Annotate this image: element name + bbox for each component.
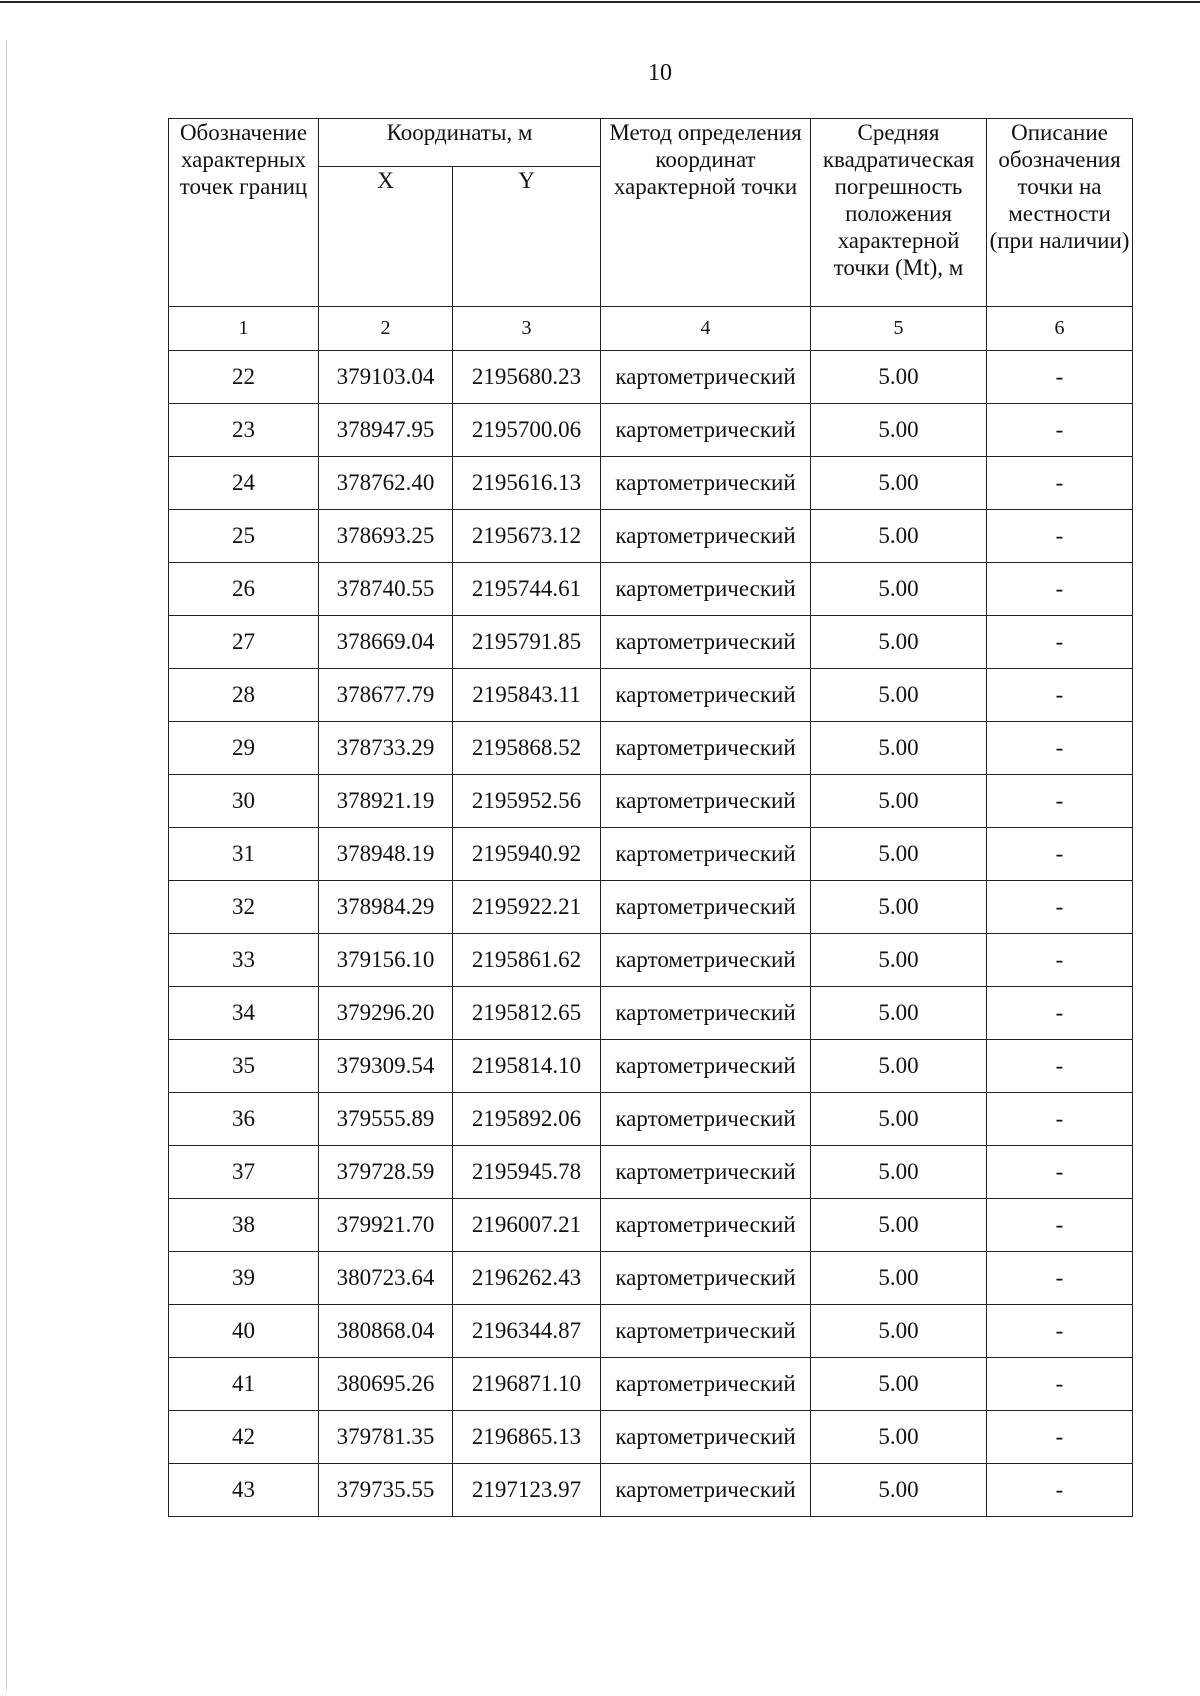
cell-x: 379735.55 xyxy=(319,1464,453,1517)
cell-point-number: 41 xyxy=(169,1358,319,1411)
table-row xyxy=(169,616,1133,669)
table-row xyxy=(169,987,1133,1040)
cell-y: 2195892.06 xyxy=(453,1093,601,1146)
cell-error: 5.00 xyxy=(811,1411,987,1464)
cell-x: 378733.29 xyxy=(319,722,453,775)
cell-y: 2195843.11 xyxy=(453,669,601,722)
cell-error: 5.00 xyxy=(811,1093,987,1146)
cell-description: - xyxy=(987,669,1133,722)
cell-point-number: 36 xyxy=(169,1093,319,1146)
cell-y: 2196007.21 xyxy=(453,1199,601,1252)
cell-error: 5.00 xyxy=(811,669,987,722)
cell-point-number: 32 xyxy=(169,881,319,934)
cell-x: 379728.59 xyxy=(319,1146,453,1199)
cell-x: 378948.19 xyxy=(319,828,453,881)
table-row xyxy=(169,881,1133,934)
cell-method: картометрический xyxy=(601,510,811,563)
cell-point-number: 26 xyxy=(169,563,319,616)
cell-description: - xyxy=(987,616,1133,669)
cell-y: 2195952.56 xyxy=(453,775,601,828)
cell-x: 378947.95 xyxy=(319,404,453,457)
table-row xyxy=(169,669,1133,722)
column-number: 1 xyxy=(169,307,319,351)
cell-x: 380723.64 xyxy=(319,1252,453,1305)
cell-method: картометрический xyxy=(601,1040,811,1093)
cell-description: - xyxy=(987,1146,1133,1199)
cell-x: 378740.55 xyxy=(319,563,453,616)
cell-y: 2196344.87 xyxy=(453,1305,601,1358)
column-numbers-row xyxy=(169,307,1133,351)
cell-method: картометрический xyxy=(601,881,811,934)
cell-description: - xyxy=(987,1252,1133,1305)
table-row xyxy=(169,722,1133,775)
cell-method: картометрический xyxy=(601,775,811,828)
cell-method: картометрический xyxy=(601,616,811,669)
header-method: Метод определения координат характерной точки xyxy=(601,119,811,307)
cell-point-number: 37 xyxy=(169,1146,319,1199)
cell-description: - xyxy=(987,510,1133,563)
cell-point-number: 40 xyxy=(169,1305,319,1358)
table-row xyxy=(169,563,1133,616)
cell-x: 378693.25 xyxy=(319,510,453,563)
header-mean-square-error: Средняя квадратическая погрешность положения характерной точки (Mt), м xyxy=(811,119,987,307)
cell-y: 2195812.65 xyxy=(453,987,601,1040)
cell-description: - xyxy=(987,1040,1133,1093)
table-body xyxy=(169,351,1133,1517)
cell-point-number: 23 xyxy=(169,404,319,457)
cell-x: 379921.70 xyxy=(319,1199,453,1252)
cell-y: 2196262.43 xyxy=(453,1252,601,1305)
header-row-1 xyxy=(169,119,1133,167)
table-row xyxy=(169,1040,1133,1093)
cell-x: 378921.19 xyxy=(319,775,453,828)
cell-x: 380695.26 xyxy=(319,1358,453,1411)
column-number: 3 xyxy=(453,307,601,351)
cell-method: картометрический xyxy=(601,351,811,404)
cell-description: - xyxy=(987,351,1133,404)
cell-point-number: 35 xyxy=(169,1040,319,1093)
cell-description: - xyxy=(987,775,1133,828)
cell-description: - xyxy=(987,1464,1133,1517)
cell-point-number: 31 xyxy=(169,828,319,881)
header-x: X xyxy=(319,167,453,307)
cell-description: - xyxy=(987,881,1133,934)
cell-x: 380868.04 xyxy=(319,1305,453,1358)
cell-y: 2197123.97 xyxy=(453,1464,601,1517)
cell-method: картометрический xyxy=(601,1199,811,1252)
header-point-designation: Обозначение характерных точек границ xyxy=(169,119,319,307)
column-number: 5 xyxy=(811,307,987,351)
cell-error: 5.00 xyxy=(811,404,987,457)
cell-method: картометрический xyxy=(601,987,811,1040)
cell-error: 5.00 xyxy=(811,828,987,881)
cell-x: 379296.20 xyxy=(319,987,453,1040)
table-row xyxy=(169,1146,1133,1199)
cell-point-number: 38 xyxy=(169,1199,319,1252)
cell-y: 2195861.62 xyxy=(453,934,601,987)
cell-point-number: 42 xyxy=(169,1411,319,1464)
cell-description: - xyxy=(987,1093,1133,1146)
cell-method: картометрический xyxy=(601,828,811,881)
boundary-points-table xyxy=(168,118,1133,1517)
header-coordinates: Координаты, м xyxy=(319,119,601,167)
column-number: 2 xyxy=(319,307,453,351)
cell-y: 2195814.10 xyxy=(453,1040,601,1093)
cell-method: картометрический xyxy=(601,1093,811,1146)
cell-y: 2195744.61 xyxy=(453,563,601,616)
cell-description: - xyxy=(987,722,1133,775)
cell-method: картометрический xyxy=(601,404,811,457)
cell-error: 5.00 xyxy=(811,351,987,404)
cell-point-number: 43 xyxy=(169,1464,319,1517)
table-row xyxy=(169,1464,1133,1517)
table-row xyxy=(169,457,1133,510)
cell-description: - xyxy=(987,404,1133,457)
cell-error: 5.00 xyxy=(811,1040,987,1093)
left-scan-edge xyxy=(6,40,7,1690)
cell-point-number: 24 xyxy=(169,457,319,510)
cell-x: 379781.35 xyxy=(319,1411,453,1464)
cell-x: 379103.04 xyxy=(319,351,453,404)
cell-x: 378677.79 xyxy=(319,669,453,722)
table-row xyxy=(169,1411,1133,1464)
cell-y: 2195940.92 xyxy=(453,828,601,881)
cell-error: 5.00 xyxy=(811,1358,987,1411)
cell-description: - xyxy=(987,1199,1133,1252)
cell-error: 5.00 xyxy=(811,563,987,616)
cell-point-number: 22 xyxy=(169,351,319,404)
table-row xyxy=(169,828,1133,881)
cell-error: 5.00 xyxy=(811,934,987,987)
cell-error: 5.00 xyxy=(811,510,987,563)
page-number: 10 xyxy=(648,60,672,86)
cell-description: - xyxy=(987,563,1133,616)
table-row xyxy=(169,404,1133,457)
cell-method: картометрический xyxy=(601,563,811,616)
cell-error: 5.00 xyxy=(811,722,987,775)
cell-error: 5.00 xyxy=(811,1199,987,1252)
cell-point-number: 30 xyxy=(169,775,319,828)
table-row xyxy=(169,775,1133,828)
cell-description: - xyxy=(987,457,1133,510)
cell-y: 2196865.13 xyxy=(453,1411,601,1464)
cell-y: 2195945.78 xyxy=(453,1146,601,1199)
cell-description: - xyxy=(987,987,1133,1040)
cell-point-number: 34 xyxy=(169,987,319,1040)
cell-error: 5.00 xyxy=(811,1252,987,1305)
cell-method: картометрический xyxy=(601,1358,811,1411)
column-number: 6 xyxy=(987,307,1133,351)
cell-y: 2195922.21 xyxy=(453,881,601,934)
cell-point-number: 25 xyxy=(169,510,319,563)
cell-y: 2195791.85 xyxy=(453,616,601,669)
cell-y: 2195616.13 xyxy=(453,457,601,510)
cell-error: 5.00 xyxy=(811,616,987,669)
cell-x: 379555.89 xyxy=(319,1093,453,1146)
cell-method: картометрический xyxy=(601,1146,811,1199)
cell-x: 378984.29 xyxy=(319,881,453,934)
cell-point-number: 29 xyxy=(169,722,319,775)
cell-error: 5.00 xyxy=(811,881,987,934)
table-row xyxy=(169,1199,1133,1252)
table-row xyxy=(169,351,1133,404)
cell-error: 5.00 xyxy=(811,987,987,1040)
cell-error: 5.00 xyxy=(811,457,987,510)
cell-method: картометрический xyxy=(601,1411,811,1464)
cell-description: - xyxy=(987,1358,1133,1411)
cell-method: картометрический xyxy=(601,669,811,722)
cell-method: картометрический xyxy=(601,1252,811,1305)
table-row xyxy=(169,1358,1133,1411)
table-row xyxy=(169,1252,1133,1305)
column-number: 4 xyxy=(601,307,811,351)
cell-description: - xyxy=(987,934,1133,987)
cell-method: картометрический xyxy=(601,1305,811,1358)
cell-x: 379156.10 xyxy=(319,934,453,987)
cell-method: картометрический xyxy=(601,722,811,775)
table-row xyxy=(169,934,1133,987)
table-row xyxy=(169,1093,1133,1146)
cell-y: 2196871.10 xyxy=(453,1358,601,1411)
cell-error: 5.00 xyxy=(811,1464,987,1517)
cell-y: 2195680.23 xyxy=(453,351,601,404)
cell-point-number: 39 xyxy=(169,1252,319,1305)
cell-description: - xyxy=(987,828,1133,881)
cell-x: 379309.54 xyxy=(319,1040,453,1093)
table-row xyxy=(169,1305,1133,1358)
cell-description: - xyxy=(987,1305,1133,1358)
cell-method: картометрический xyxy=(601,457,811,510)
cell-error: 5.00 xyxy=(811,1305,987,1358)
cell-description: - xyxy=(987,1411,1133,1464)
cell-error: 5.00 xyxy=(811,775,987,828)
top-border-line xyxy=(0,1,1200,3)
cell-x: 378762.40 xyxy=(319,457,453,510)
cell-x: 378669.04 xyxy=(319,616,453,669)
cell-error: 5.00 xyxy=(811,1146,987,1199)
cell-point-number: 33 xyxy=(169,934,319,987)
cell-y: 2195700.06 xyxy=(453,404,601,457)
cell-point-number: 28 xyxy=(169,669,319,722)
header-point-description: Описание обозначения точки на местности (при наличии) xyxy=(987,119,1133,307)
cell-method: картометрический xyxy=(601,1464,811,1517)
table-row xyxy=(169,510,1133,563)
cell-method: картометрический xyxy=(601,934,811,987)
cell-point-number: 27 xyxy=(169,616,319,669)
header-y: Y xyxy=(453,167,601,307)
cell-y: 2195868.52 xyxy=(453,722,601,775)
cell-y: 2195673.12 xyxy=(453,510,601,563)
